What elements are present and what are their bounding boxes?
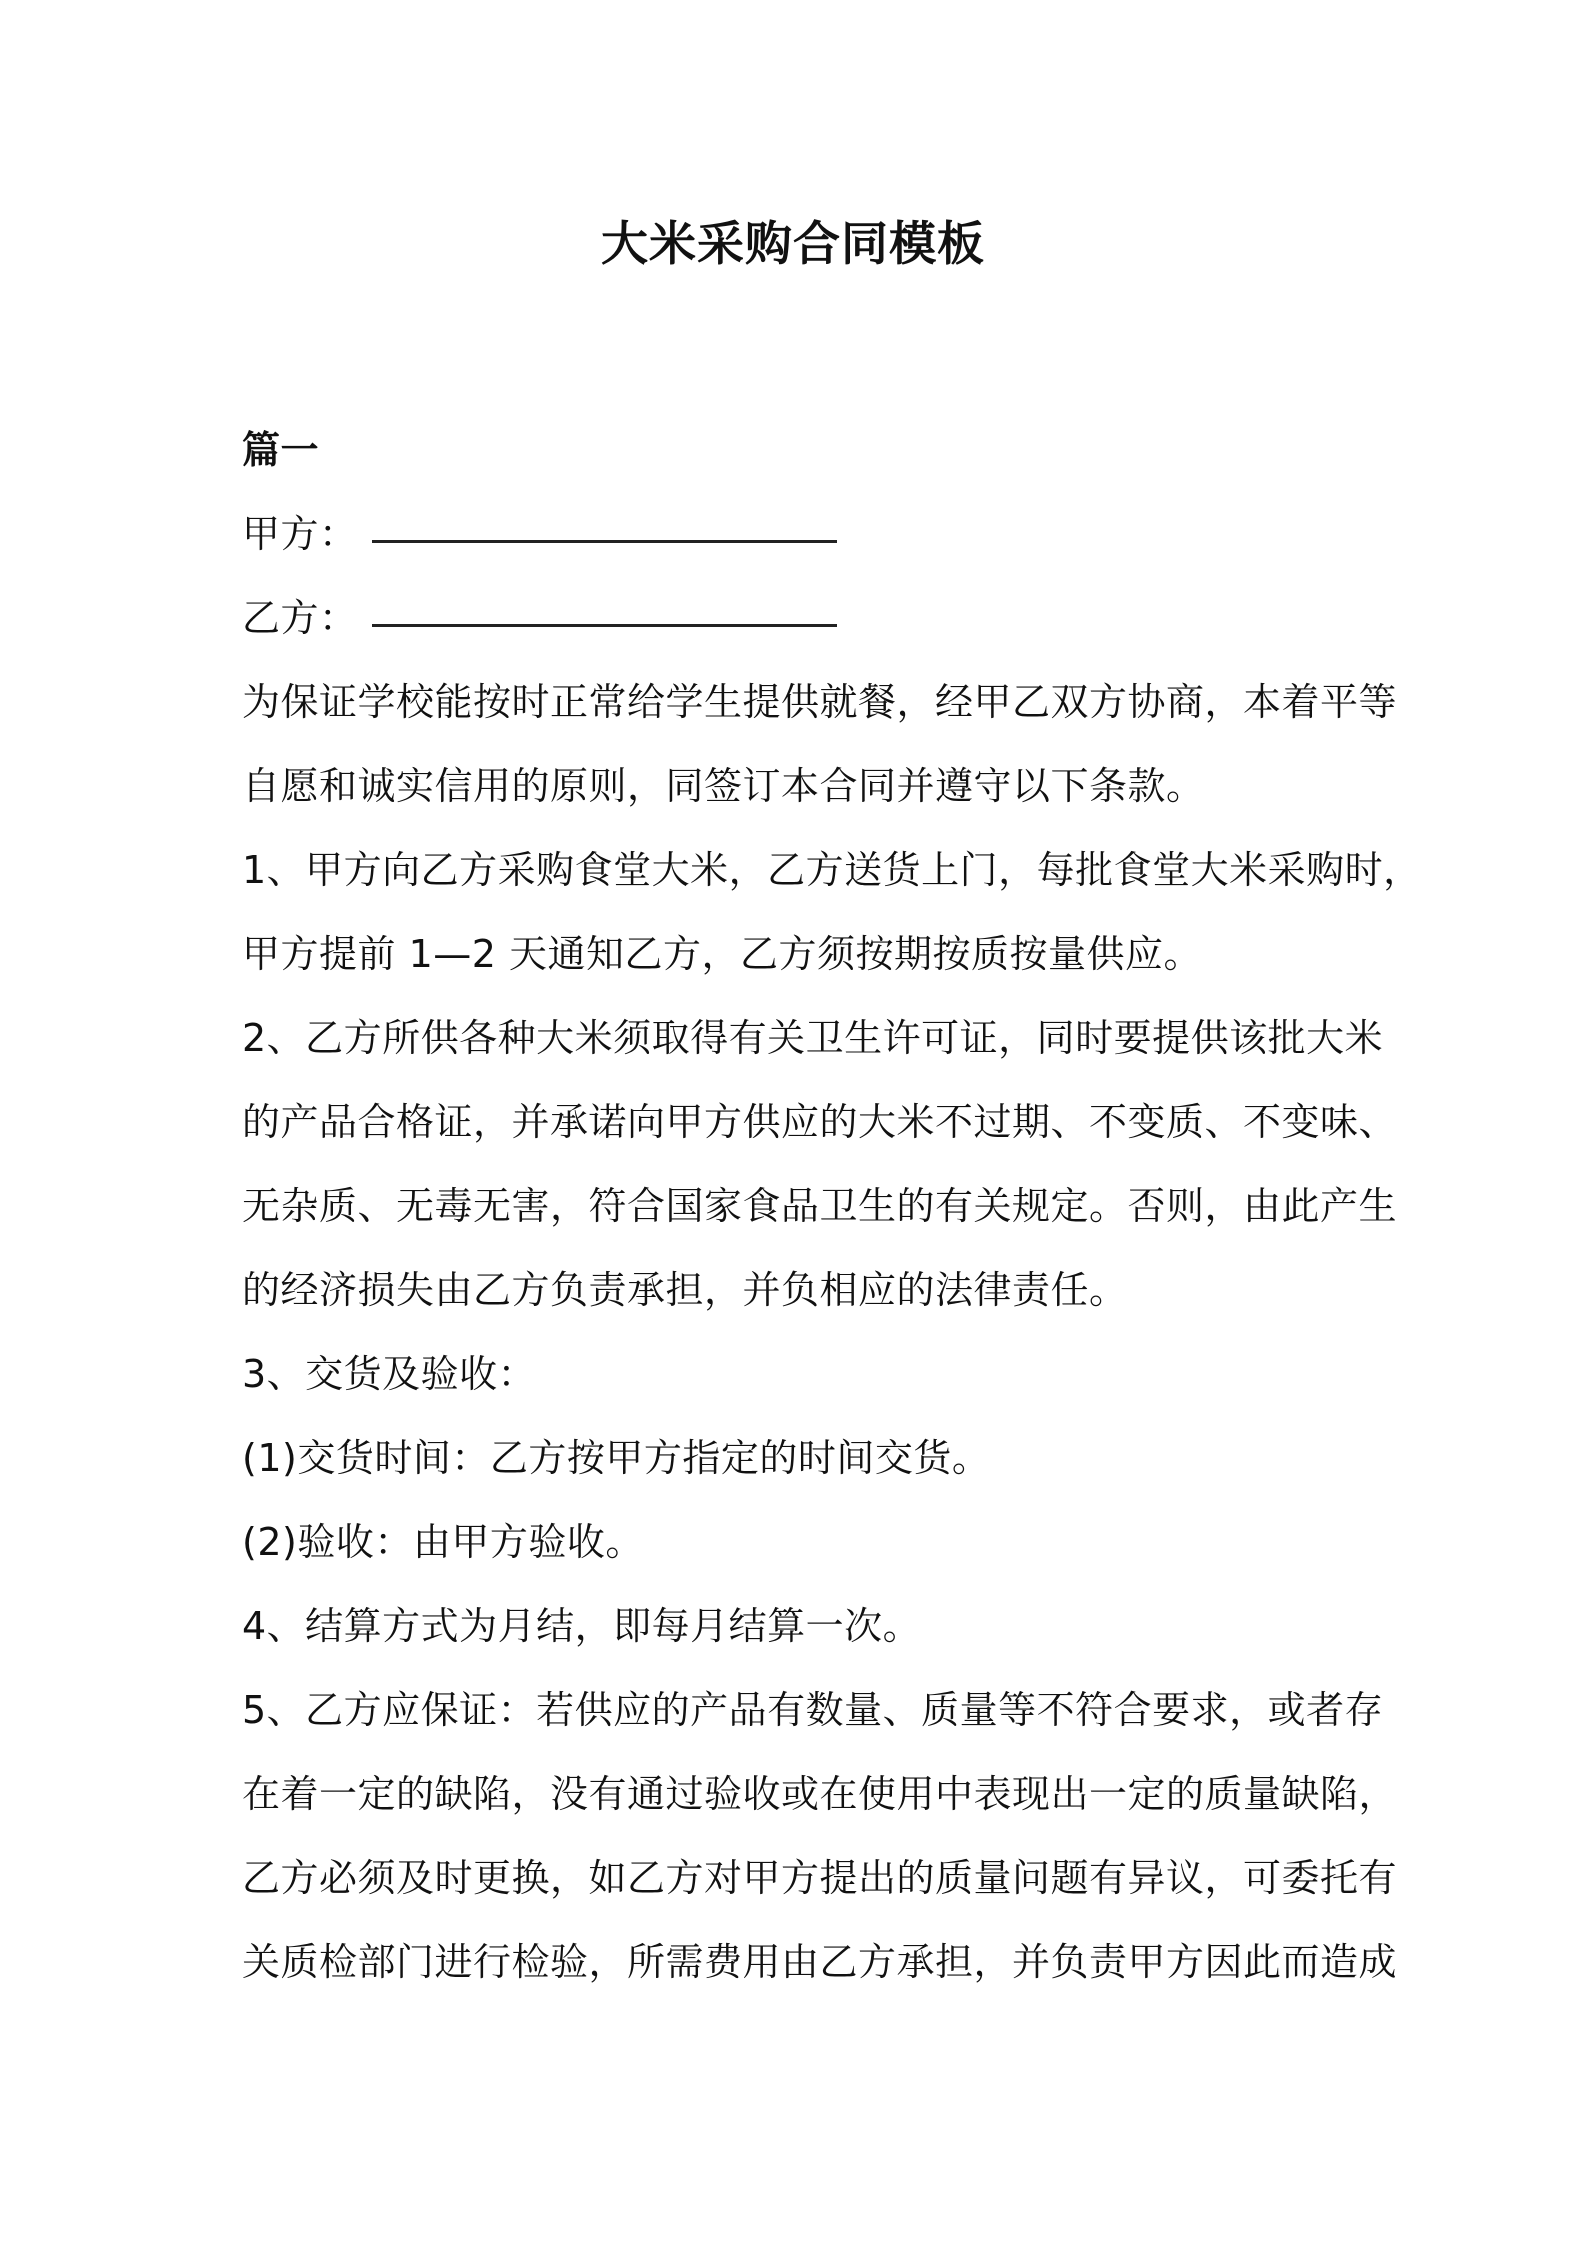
body-line: 3、交货及验收： [242, 1352, 537, 1396]
document-title: 大米采购合同模板 [601, 217, 985, 272]
party-b-row [242, 576, 1357, 660]
body-line: (2)验收：由甲方验收。 [242, 1520, 644, 1564]
party-a-row [242, 492, 1357, 576]
body-line: 自愿和诚实信用的原则，同签订本合同并遵守以下条款。 [242, 764, 1205, 808]
party-b-label: 乙方： [242, 596, 358, 640]
body-line: 的经济损失由乙方负责承担，并负相应的法律责任。 [242, 1268, 1128, 1312]
body-line: 关质检部门进行检验，所需费用由乙方承担，并负责甲方因此而造成 [242, 1940, 1398, 1984]
body-line: 的产品合格证，并承诺向甲方供应的大米不过期、不变质、不变味、 [242, 1100, 1398, 1144]
body-line: 4、结算方式为月结，即每月结算一次。 [242, 1604, 922, 1648]
body-line: 2、乙方所供各种大米须取得有关卫生许可证，同时要提供该批大米 [242, 1016, 1384, 1060]
body-line: 乙方必须及时更换，如乙方对甲方提出的质量问题有异议，可委托有 [242, 1856, 1398, 1900]
body-line: 为保证学校能按时正常给学生提供就餐，经甲乙双方协商，本着平等 [242, 680, 1398, 724]
section-label: 篇一 [242, 428, 320, 472]
party-a-blank [372, 512, 837, 543]
body-line: 在着一定的缺陷，没有通过验收或在使用中表现出一定的质量缺陷， [242, 1772, 1398, 1816]
body-line: 1、甲方向乙方采购食堂大米，乙方送货上门，每批食堂大米采购时， [242, 848, 1422, 892]
body-line: 无杂质、无毒无害，符合国家食品卫生的有关规定。否则，由此产生 [242, 1184, 1398, 1228]
party-b-blank [372, 596, 837, 627]
party-a-label: 甲方： [242, 512, 358, 556]
body-line: 5、乙方应保证：若供应的产品有数量、质量等不符合要求，或者存 [242, 1688, 1384, 1732]
document-body [242, 408, 1422, 2004]
body-line: 甲方提前 1—2 天通知乙方，乙方须按期按质按量供应。 [242, 932, 1203, 976]
body-line: (1)交货时间：乙方按甲方指定的时间交货。 [242, 1436, 991, 1480]
